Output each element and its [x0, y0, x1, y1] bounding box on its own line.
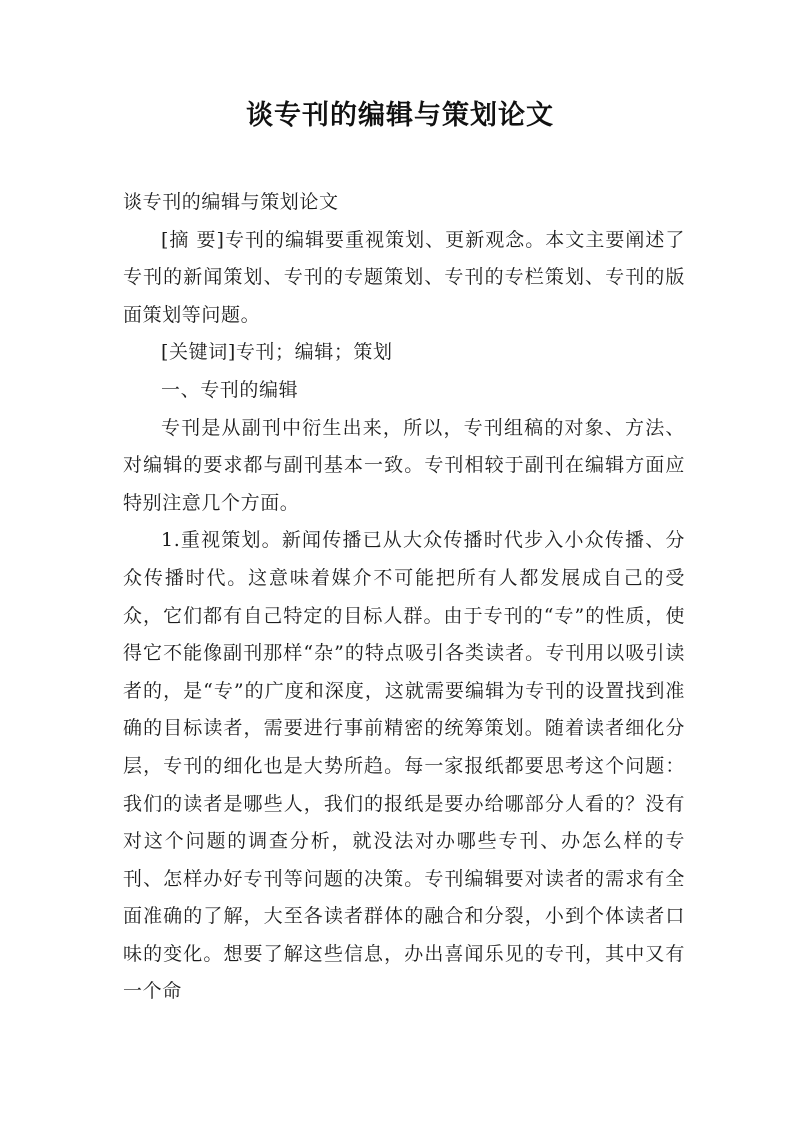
document-title: 谈专刊的编辑与策划论文 — [246, 100, 554, 131]
keywords-paragraph: [关键词]专刊；编辑；策划 — [161, 341, 393, 364]
subtitle-line: 谈专刊的编辑与策划论文 — [123, 191, 339, 213]
document-body — [123, 184, 685, 1011]
abstract-paragraph: [摘 要]专刊的编辑要重视策划、更新观念。本文主要阐述了专刊的新闻策划、专刊的专题策划、专刊的专栏策划、专刊的版面策划等问题。 — [123, 228, 685, 326]
intro-paragraph: 专刊是从副刊中衍生出来，所以，专刊组稿的对象、方法、对编辑的要求都与副刊基本一致。专刊相较于副刊在编辑方面应特别注意几个方面。 — [123, 416, 685, 514]
section-heading: 一、专刊的编辑 — [161, 378, 299, 401]
point-one-paragraph: 1.重视策划。新闻传播已从大众传播时代步入小众传播、分众传播时代。这意味着媒介不可能把所有人都发展成自己的受众，它们都有自己特定的目标人群。由于专刊的“专”的性质，使得它不能像副刊那样“杂”的特点吸引各类读者。专刊用以吸引读者的，是“专”的广度和深度，这就需要编辑为专刊的设置找到准确的目标读者，需要进行事前精密的统筹策划。随着读者细化分层，专刊的细化也是大势所趋。每一家报纸都要思考这个问题：我们的读者是哪些人，我们的报纸是要办给哪部分人看的？没有对这个问题的调查分析，就没法对办哪些专刊、办怎么样的专刊、怎样办好专刊等问题的决策。专刊编辑要对读者的需求有全面准确的了解，大至各读者群体的融合和分裂，小到个体读者口味的变化。想要了解这些信息，办出喜闻乐见的专刊，其中又有一个命 — [123, 529, 685, 1003]
